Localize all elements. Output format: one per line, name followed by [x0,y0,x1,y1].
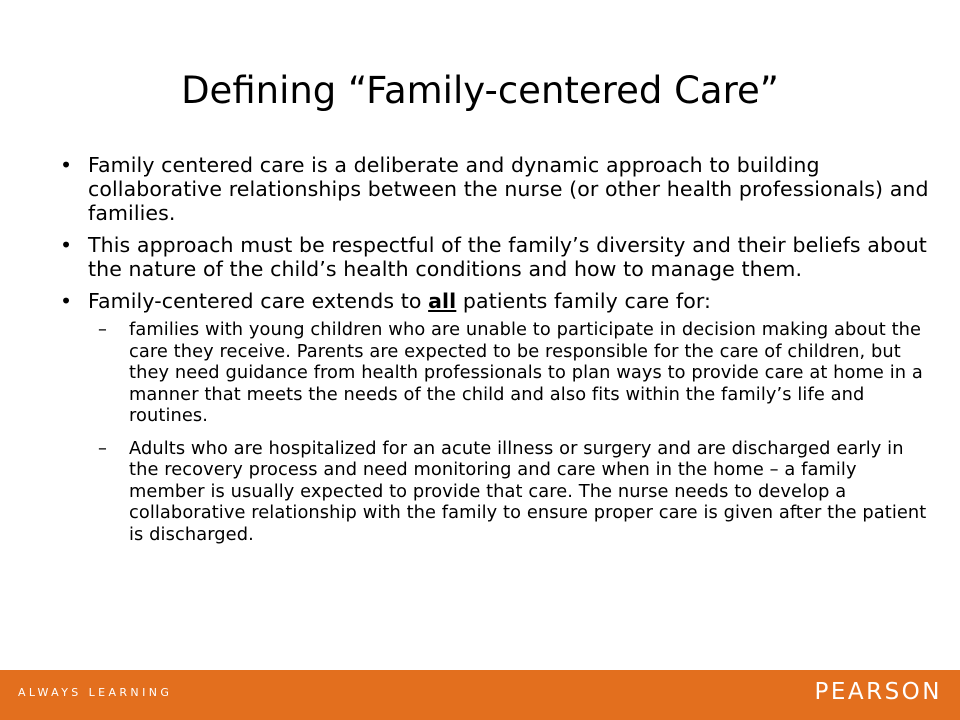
bullet-icon: • [60,153,73,177]
sub-bullet-item [60,319,930,427]
bullet-item [60,153,930,225]
bullet-icon: • [60,233,73,257]
footer-bar [0,670,960,720]
slide-title: Defining “Family-centered Care” [181,69,779,112]
bullet-text: Family centered care is a deliberate and dynamic approach to building collaborative relationships between the nurse (or other health professionals) and families. [88,153,929,225]
emphasis-all: all [428,289,457,313]
sub-bullet-item [60,438,930,546]
bullet-icon: • [60,289,73,313]
bullet-item [60,233,930,281]
pearson-logo: PEARSON [814,679,942,705]
bullet-text: This approach must be respectful of the family’s diversity and their beliefs about the nature of the child’s health conditions and how to manage them. [88,233,927,281]
sub-bullet-text: families with young children who are unable to participate in decision making about the care they receive. Parents are expected to be responsible for the care of children, but they need guidance from health professionals to plan ways to provide care at home in a manner that meets the needs of the child and also fits within the family’s life and routines. [129,319,923,426]
sub-bullet-text: Adults who are hospitalized for an acute illness or surgery and are discharged early in the recovery process and need monitoring and care when in the home – a family member is usually expected to provide that care. The nurse needs to develop a collaborative relationship with the family to ensure proper care is given after the patient is discharged. [129,437,927,545]
bullet-text-end: patients family care for: [456,289,712,313]
sub-list [60,319,930,545]
dash-icon: – [98,319,107,340]
slide-body [60,153,930,556]
footer-tagline: ALWAYS LEARNING [18,686,173,699]
bullet-text-start: Family-centered care extends to [88,289,429,313]
bullet-item [60,289,930,545]
dash-icon: – [98,437,107,459]
